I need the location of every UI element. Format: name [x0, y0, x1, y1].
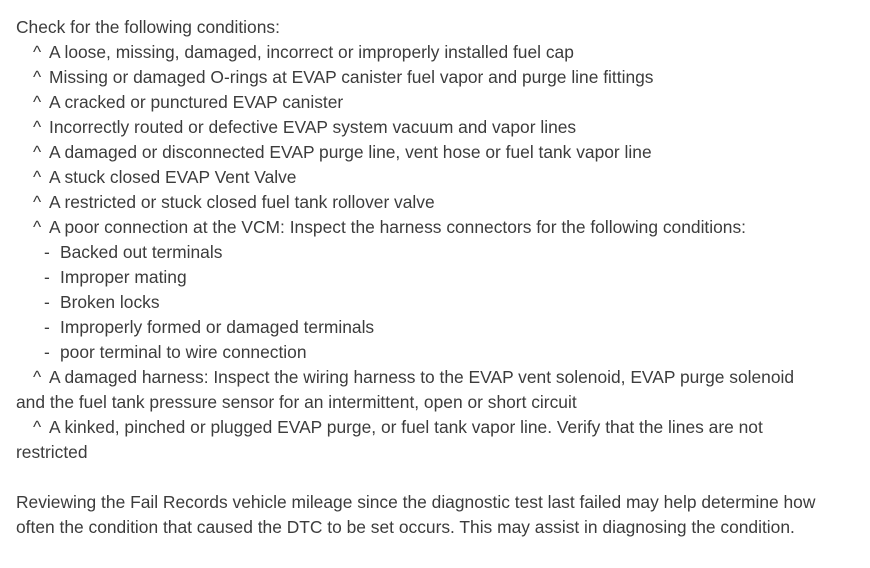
sub-list-item: - Backed out terminals [16, 240, 816, 265]
more-conditions-list [16, 365, 816, 465]
caret-bullet-icon: ^ [33, 42, 42, 62]
sub-list-item: - poor terminal to wire connection [16, 340, 816, 365]
list-item: ^ A kinked, pinched or plugged EVAP purge, or fuel tank vapor line. Verify that the lines are not restricted [16, 417, 763, 462]
diagnostic-text [16, 15, 821, 540]
caret-bullet-icon: ^ [33, 92, 42, 112]
caret-bullet-icon: ^ [33, 192, 42, 212]
paragraph-gap [16, 465, 816, 490]
dash-bullet-icon: - [44, 317, 50, 337]
caret-bullet-icon: ^ [33, 217, 42, 237]
list-item: ^ A restricted or stuck closed fuel tank rollover valve [16, 190, 816, 215]
list-item: ^ A loose, missing, damaged, incorrect or improperly installed fuel cap [16, 40, 816, 65]
caret-bullet-icon: ^ [33, 67, 42, 87]
caret-bullet-icon: ^ [33, 167, 42, 187]
intro-text: Check for the following conditions: [16, 17, 280, 37]
list-item: ^ A cracked or punctured EVAP canister [16, 90, 816, 115]
dash-bullet-icon: - [44, 267, 50, 287]
sub-list-item: - Broken locks [16, 290, 816, 315]
closing-paragraph: Reviewing the Fail Records vehicle mileage since the diagnostic test last failed may help determine how often the condition that caused the DTC to be set occurs. This may assist in diagnosing the condition. [16, 492, 821, 537]
connector-conditions-list [16, 240, 816, 365]
list-item: ^ A poor connection at the VCM: Inspect the harness connectors for the following conditions: [16, 215, 816, 240]
dash-bullet-icon: - [44, 342, 50, 362]
dash-bullet-icon: - [44, 292, 50, 312]
caret-bullet-icon: ^ [33, 142, 42, 162]
caret-bullet-icon: ^ [33, 417, 42, 437]
sub-list-item: - Improperly formed or damaged terminals [16, 315, 816, 340]
list-item: ^ A damaged harness: Inspect the wiring harness to the EVAP vent solenoid, EVAP purge solenoid and the fuel tank pressure sensor for an intermittent, open or short circuit [16, 367, 795, 412]
conditions-list [16, 40, 816, 240]
caret-bullet-icon: ^ [33, 117, 42, 137]
sub-list-item: - Improper mating [16, 265, 816, 290]
list-item: ^ A stuck closed EVAP Vent Valve [16, 165, 816, 190]
caret-bullet-icon: ^ [33, 367, 42, 387]
list-item: ^ Missing or damaged O-rings at EVAP canister fuel vapor and purge line fittings [16, 65, 816, 90]
list-item: ^ A damaged or disconnected EVAP purge line, vent hose or fuel tank vapor line [16, 140, 816, 165]
list-item: ^ Incorrectly routed or defective EVAP system vacuum and vapor lines [16, 115, 816, 140]
dash-bullet-icon: - [44, 242, 50, 262]
